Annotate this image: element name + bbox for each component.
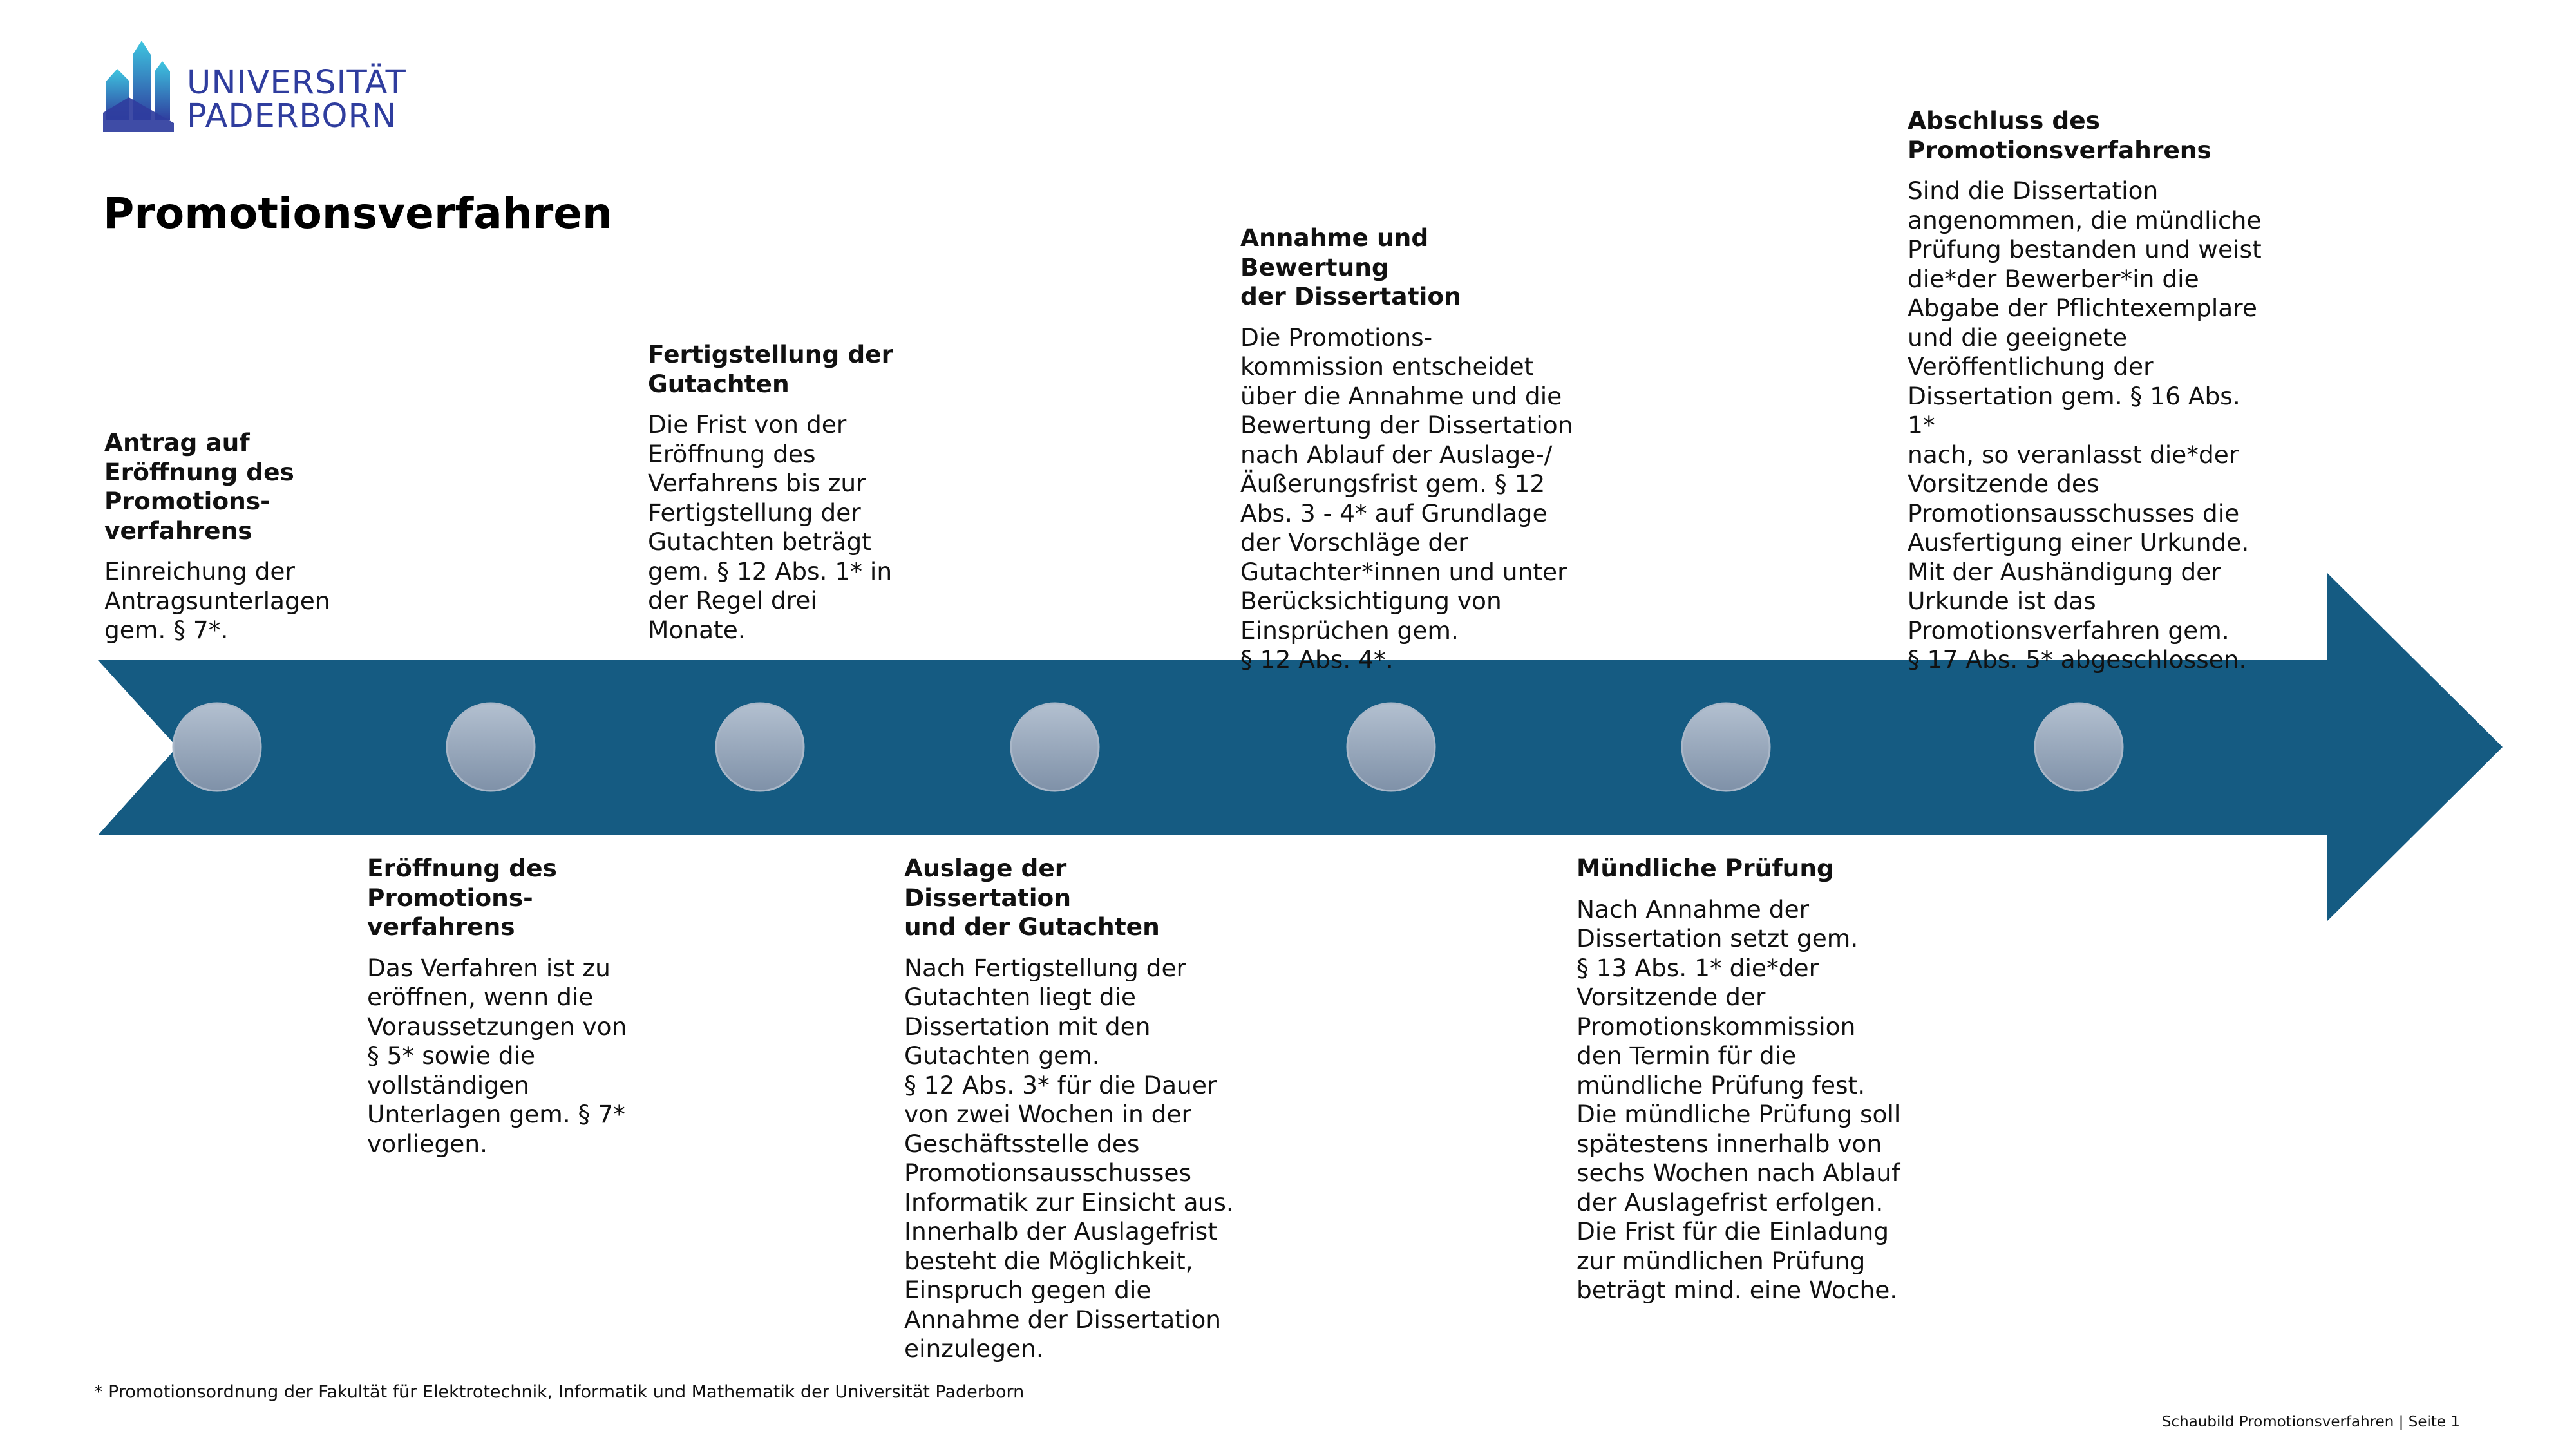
step-eroeffnung: [367, 854, 670, 1159]
page-title: Promotionsverfahren: [103, 189, 613, 238]
step-antrag: [104, 428, 407, 645]
step-annahme: [1240, 223, 1575, 675]
step-heading: Fertigstellung der Gutachten: [648, 340, 894, 398]
timeline-node-7: [2035, 703, 2123, 791]
page-label: Schaubild Promotionsverfahren | Seite 1: [2161, 1414, 2460, 1430]
timeline-node-4: [1011, 703, 1099, 791]
step-body: Nach Annahme der Dissertation setzt gem. § 13 Abs. 1* die*der Vorsitzende der Promotionskommission den Termin für die mündliche Prüfung fest. Die mündliche Prüfung soll spätestens innerhalb von sechs Wochen nach Ablauf der Auslagefrist erfolgen. Die Frist für die Einladung zur mündlichen Prüfung beträgt mind. eine Woche.: [1577, 895, 1901, 1304]
timeline-node-3: [716, 703, 804, 791]
step-heading: Antrag auf Eröffnung des Promotions- verfahrens: [104, 428, 294, 545]
step-body: Sind die Dissertation angenommen, die mündliche Prüfung bestanden und weist die*der Bewerber*in die Abgabe der Pflichtexemplare und die geeignete Veröffentlichung der Dissertation gem. § 16 Abs. 1* nach, so veranlasst die*der Vorsitzende des Promotionsausschusses die Ausfertigung einer Urkunde. Mit der Aushändigung der Urkunde ist das Promotionsverfahren gem. § 17 Abs. 5* abgeschlossen.: [1908, 176, 2262, 674]
step-heading: Eröffnung des Promotions- verfahrens: [367, 854, 557, 941]
step-abschluss: [1908, 106, 2268, 675]
step-heading: Mündliche Prüfung: [1577, 854, 1834, 882]
logo-line-1: UNIVERSITÄT: [187, 64, 406, 102]
step-gutachten: [648, 340, 951, 645]
step-body: Die Promotions- kommission entscheidet über die Annahme und die Bewertung der Dissertation nach Ablauf der Auslage-/ Äußerungsfrist gem. § 12 Abs. 3 - 4* auf Grundlage der Vorschläge der Gutachter*innen und unter Berücksichtigung von Einsprüchen gem. § 12 Abs. 4*.: [1240, 323, 1573, 674]
step-body: Die Frist von der Eröffnung des Verfahrens bis zur Fertigstellung der Gutachten beträgt gem. § 12 Abs. 1* in der Regel drei Monate.: [648, 410, 893, 644]
step-body: Nach Fertigstellung der Gutachten liegt die Dissertation mit den Gutachten gem. § 12 Abs. 3* für die Dauer von zwei Wochen in der Geschäftsstelle des Promotionsausschusses Informatik zur Einsicht aus. Innerhalb der Auslagefrist besteht die Möglichkeit, Einspruch gegen die Annahme der Dissertation einzulegen.: [904, 953, 1234, 1363]
timeline-node-1: [173, 703, 261, 791]
footnote: * Promotionsordnung der Fakultät für Elektrotechnik, Informatik und Mathematik der Universität Paderborn: [94, 1382, 1025, 1402]
timeline-node-5: [1347, 703, 1435, 791]
step-auslage: [904, 854, 1239, 1364]
timeline-node-2: [447, 703, 535, 791]
timeline-node-6: [1682, 703, 1770, 791]
step-body: Das Verfahren ist zu eröffnen, wenn die Voraussetzungen von § 5* sowie die vollständigen Unterlagen gem. § 7* vorliegen.: [367, 953, 627, 1158]
step-heading: Annahme und Bewertung der Dissertation: [1240, 223, 1461, 310]
step-muendliche-pruefung: [1577, 854, 1911, 1305]
step-heading: Abschluss des Promotionsverfahrens: [1908, 106, 2211, 164]
step-heading: Auslage der Dissertation und der Gutachten: [904, 854, 1160, 941]
logo-line-2: PADERBORN: [187, 97, 397, 135]
step-body: Einreichung der Antragsunterlagen gem. § 7*.: [104, 557, 330, 644]
